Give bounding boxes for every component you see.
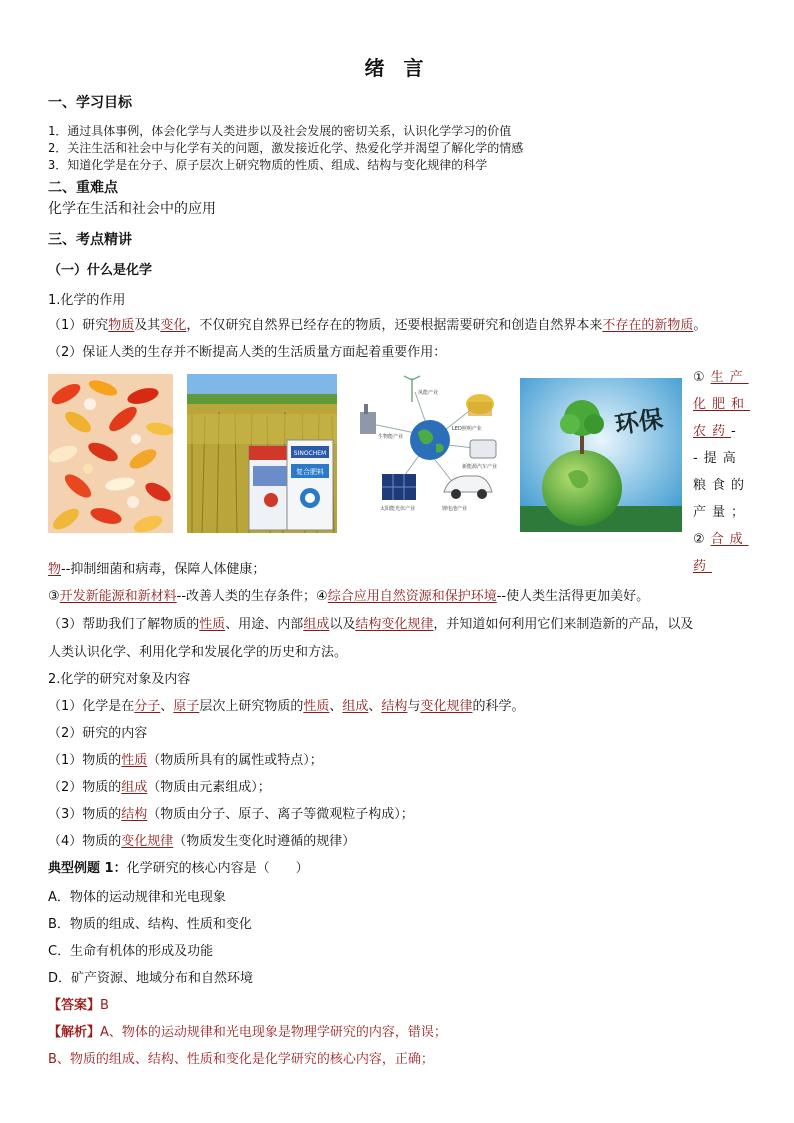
diagram-label: 太阳能光伏产业 — [380, 506, 416, 512]
example-option: B．物质的组成、结构、性质和变化 — [48, 917, 252, 932]
diagram-label: 生物能产业 — [378, 434, 404, 440]
section-heading-topics: 三、考点精讲 — [48, 232, 132, 248]
example-option: D．矿产资源、地域分布和自然环境 — [48, 971, 254, 986]
content-item: （4）物质的变化规律（物质发生变化时遵循的规律） — [48, 834, 356, 849]
paragraph-line: （2）研究的内容 — [48, 726, 148, 741]
diagram-label: 风能产业 — [418, 390, 439, 396]
goal-item: 1．通过具体事例，体会化学与人类进步以及社会发展的密切关系，认识化学学习的价值 — [48, 124, 512, 138]
content-item: （2）物质的组成（物质由元素组成）； — [48, 780, 271, 795]
subsection-heading: （一）什么是化学 — [48, 263, 153, 278]
paragraph-line: ③开发新能源和新材料--改善人类的生存条件；④综合应用自然资源和保护环境--使人类生活得更加美好。 — [48, 589, 650, 604]
diagram-label: 锂电池产业 — [442, 506, 468, 512]
environment-image — [520, 378, 682, 532]
goal-item: 3．知道化学是在分子、原子层次上研究物质的性质、组成、结构与变化规律的科学 — [48, 158, 488, 172]
paragraph-title: 2.化学的研究对象及内容 — [48, 672, 191, 687]
paragraph-line: （1）化学是在分子、原子层次上研究物质的性质、组成、结构与变化规律的科学。 — [48, 699, 525, 714]
content-item: （1）物质的性质（物质所具有的属性或特点）； — [48, 753, 323, 768]
paragraph-line: 物--抑制细菌和病毒，保障人体健康； — [48, 562, 266, 577]
wheat-field-image — [187, 374, 337, 533]
eco-logo-text: 环保 — [613, 403, 665, 440]
example-answer: 【答案】B — [48, 998, 109, 1013]
paragraph-line: （2）保证人类的生存并不断提高人类的生活质量方面起着重要作用： — [48, 345, 447, 360]
example-analysis: B、物质的组成、结构、性质和变化是化学研究的核心内容，正确； — [48, 1052, 434, 1067]
section-heading-key-points: 二、重难点 — [48, 180, 118, 196]
key-points-text: 化学在生活和社会中的应用 — [48, 201, 216, 217]
side-column-text: ①生产化肥和农药--提高粮食的产量；②合成药 — [693, 370, 751, 574]
diagram-label: LED照明产业 — [452, 426, 482, 432]
example-analysis: 【解析】A、物体的运动规律和光电现象是物理学研究的内容，错误； — [48, 1025, 447, 1040]
section-heading-goals: 一、学习目标 — [48, 95, 132, 111]
bag-brand-label: SINOCHEM — [293, 450, 327, 457]
paragraph-line: （1）研究物质及其变化，不仅研究自然界已经存在的物质，还要根据需要研究和创造自然界本来不存在的新物质。 — [48, 318, 707, 333]
example-option: C．生命有机体的形成及功能 — [48, 944, 214, 959]
paragraph-title: 1.化学的作用 — [48, 293, 126, 308]
example-option: A．物体的运动规律和光电现象 — [48, 890, 226, 905]
pills-image — [48, 374, 173, 533]
bag-product-label: 复合肥料 — [296, 468, 324, 476]
diagram-label: 新能源汽车产业 — [462, 464, 498, 470]
new-energy-diagram-image — [350, 374, 507, 533]
paragraph-line: （3）帮助我们了解物质的性质、用途、内部组成以及结构变化规律，并知道如何利用它们来制造新的产品，以及 — [48, 617, 694, 632]
example-question: 典型例题 1：化学研究的核心内容是（ ） — [48, 861, 309, 876]
goal-item: 2．关注生活和社会中与化学有关的问题，激发接近化学、热爱化学并渴望了解化学的情感 — [48, 141, 524, 155]
page-title: 绪 言 — [364, 56, 430, 80]
content-item: （3）物质的结构（物质由分子、原子、离子等微观粒子构成）； — [48, 807, 414, 822]
paragraph-line: 人类认识化学、利用化学和发展化学的历史和方法。 — [48, 645, 348, 660]
